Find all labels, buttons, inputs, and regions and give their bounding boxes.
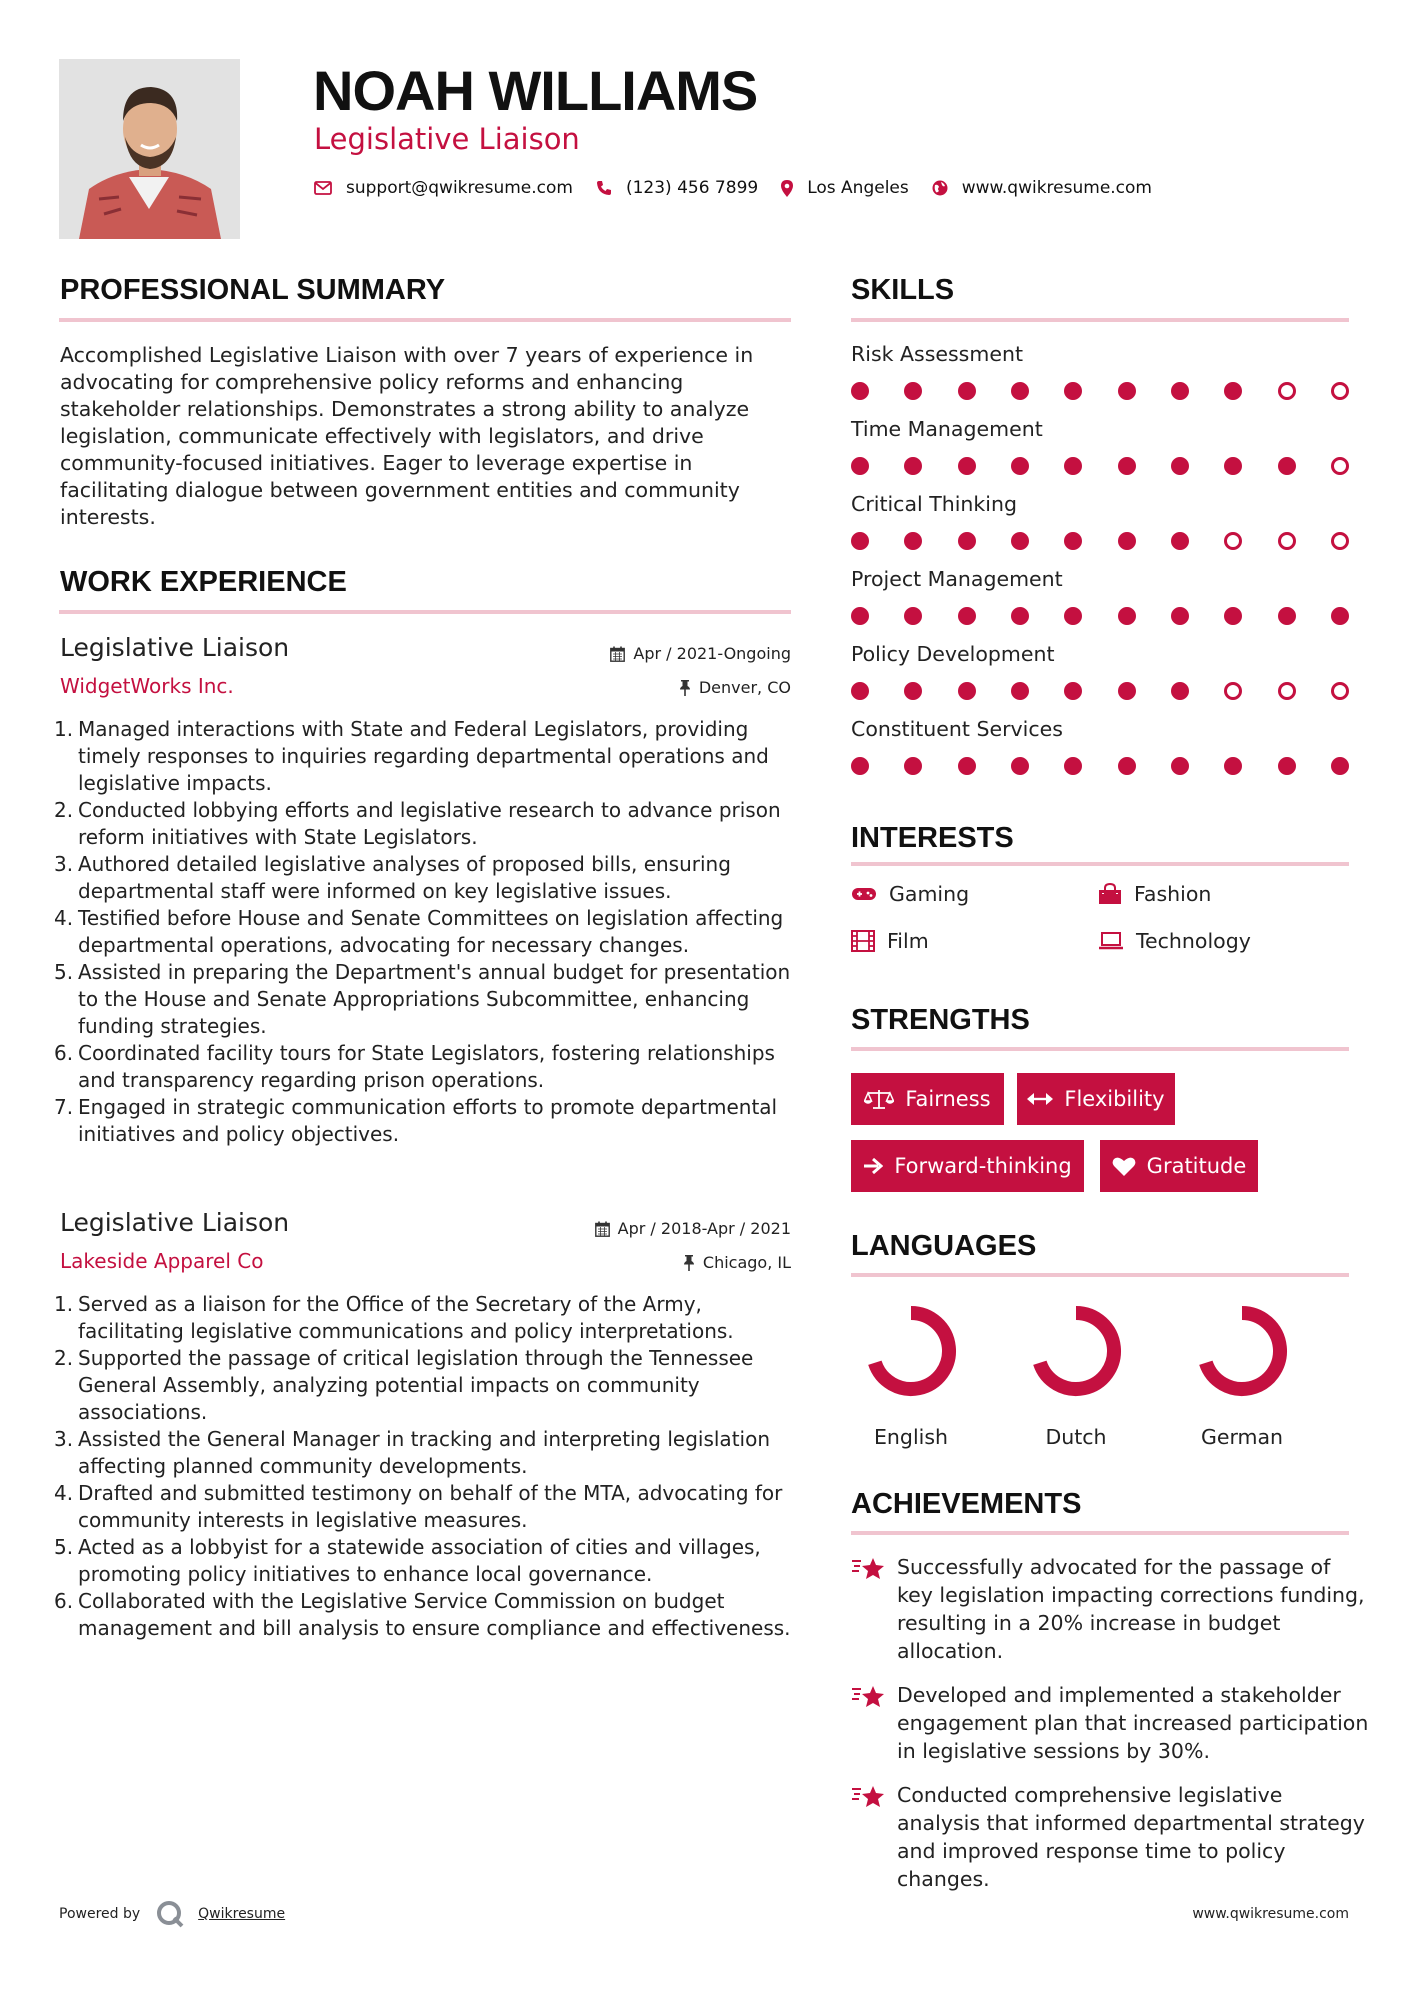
strength-label: Fairness: [905, 1087, 991, 1111]
job-location: [683, 1253, 791, 1272]
balance-scale-icon: [864, 1088, 894, 1110]
skill-dot-filled: [851, 457, 869, 475]
candidate-name: NOAH WILLIAMS: [313, 59, 758, 122]
skill-name: Risk Assessment: [851, 342, 1023, 366]
skill-dot-filled: [958, 457, 976, 475]
skill-dot-empty: [1331, 457, 1349, 475]
film-icon: [851, 930, 875, 952]
achievement-text: Conducted comprehensive legislative analysis that informed departmental strategy and improved response time to policy changes.: [897, 1783, 1365, 1891]
summary-heading: PROFESSIONAL SUMMARY: [60, 274, 446, 306]
job-company: WidgetWorks Inc.: [60, 674, 234, 698]
skill-dot-filled: [1171, 382, 1189, 400]
job-dates-text: Apr / 2018-Apr / 2021: [617, 1219, 791, 1238]
strength-label: Flexibility: [1064, 1087, 1165, 1111]
powered-by-text: Powered by: [59, 1906, 141, 1922]
job-dates-text: Apr / 2021-Ongoing: [633, 644, 791, 663]
skill-dot-empty: [1278, 532, 1296, 550]
globe-icon: [932, 180, 948, 196]
achievement-item: [851, 1781, 1371, 1893]
shopping-bag-icon: [1098, 883, 1122, 905]
duty-item: 4. Drafted and submitted testimony on behalf of the MTA, advocating for community interests in legislative measures.: [54, 1481, 783, 1532]
duty-item: 6. Collaborated with the Legislative Service Commission on budget management and bill analysis to ensure compliance and effectiveness.: [54, 1589, 791, 1640]
skill-rating: [851, 756, 1349, 776]
summary-text: Accomplished Legislative Liaison with over 7 years of experience in advocating for comprehensive policy reforms and enhancing stakeholder relationships. Demonstrates a strong ability to analyze legislation, communicate effectively with legislators, and drive community-focused initiatives. Eager to leverage expertise in facilitating dialogue between government entities and community interests.: [60, 343, 754, 529]
skill-dot-filled: [1064, 457, 1082, 475]
interest-item: [1098, 929, 1251, 953]
skill-dot-filled: [1331, 607, 1349, 625]
contact-phone[interactable]: [596, 178, 758, 198]
language-name: Dutch: [1045, 1425, 1107, 1449]
skill-dot-filled: [1171, 757, 1189, 775]
heart-icon: [1112, 1156, 1136, 1177]
job-location-text: Chicago, IL: [702, 1253, 791, 1272]
duty-text: Acted as a lobbyist for a statewide association of cities and villages, promoting policy initiatives to enhance local governance.: [78, 1535, 761, 1586]
powered-by: [59, 1900, 285, 1928]
achievement-item: [851, 1681, 1371, 1765]
skill-rating: [851, 456, 1349, 476]
skill-dot-filled: [1171, 532, 1189, 550]
skill-dot-empty: [1224, 532, 1242, 550]
language-level-ring: [1194, 1303, 1290, 1399]
job-company: Lakeside Apparel Co: [60, 1249, 264, 1273]
language-level-ring: [863, 1303, 959, 1399]
strength-label: Forward-thinking: [894, 1154, 1072, 1178]
duty-text: Managed interactions with State and Federal Legislators, providing timely responses to inquiries regarding departmental operations and legislative impacts.: [78, 717, 769, 795]
language-name: English: [873, 1425, 949, 1449]
experience-rule: [59, 610, 791, 614]
arrow-right-icon: [863, 1157, 883, 1175]
duty-text: Supported the passage of critical legislation through the Tennessee General Assembly, analyzing potential impacts on community associations.: [78, 1346, 754, 1424]
skill-dot-filled: [1064, 382, 1082, 400]
shooting-star-icon: [851, 1683, 887, 1711]
skill-dot-filled: [1118, 382, 1136, 400]
strength-label: Gratitude: [1146, 1154, 1247, 1178]
duty-text: Conducted lobbying efforts and legislative research to advance prison reform initiatives with State Legislators.: [78, 798, 781, 849]
map-pin-icon: [781, 180, 793, 197]
language-level-ring: [1028, 1303, 1124, 1399]
duty-text: Collaborated with the Legislative Service Commission on budget management and bill analysis to ensure compliance and effectiveness.: [78, 1589, 791, 1640]
contact-location-text: Los Angeles: [807, 178, 909, 198]
skill-dot-empty: [1278, 682, 1296, 700]
contact-location: [781, 178, 909, 198]
skill-dot-empty: [1278, 382, 1296, 400]
skill-dot-filled: [1118, 682, 1136, 700]
duty-item: 4. Testified before House and Senate Committees on legislation affecting departmental operations, advocating for necessary changes.: [54, 906, 784, 957]
skill-dot-filled: [1171, 457, 1189, 475]
contact-email-text: support@qwikresume.com: [346, 178, 573, 198]
skill-dot-filled: [1118, 457, 1136, 475]
calendar-icon: [595, 1221, 610, 1237]
skill-rating: [851, 606, 1349, 626]
skill-dot-filled: [1118, 607, 1136, 625]
skill-rating: [851, 681, 1349, 701]
gamepad-icon: [851, 886, 877, 902]
skill-dot-filled: [1224, 607, 1242, 625]
contact-bar: [314, 178, 1175, 198]
achievement-text: Successfully advocated for the passage of key legislation impacting corrections funding, resulting in a 20% increase in budget allocation.: [897, 1555, 1365, 1663]
achievements-rule: [851, 1531, 1349, 1535]
duty-item: 2. Supported the passage of critical legislation through the Tennessee General Assembly, analyzing potential impacts on community associations.: [54, 1346, 754, 1424]
interest-label: Technology: [1136, 929, 1251, 953]
interest-item: [1098, 882, 1211, 906]
footer-website[interactable]: www.qwikresume.com: [1192, 1906, 1349, 1922]
skill-dot-filled: [1064, 757, 1082, 775]
achievement-text: Developed and implemented a stakeholder engagement plan that increased participation in legislative sessions by 30%.: [897, 1683, 1369, 1763]
skill-dot-filled: [1011, 757, 1029, 775]
laptop-icon: [1098, 932, 1124, 950]
skill-dot-filled: [1171, 607, 1189, 625]
skill-dot-filled: [958, 757, 976, 775]
skill-dot-empty: [1331, 682, 1349, 700]
languages-heading: LANGUAGES: [851, 1230, 1037, 1262]
skill-rating: [851, 381, 1349, 401]
experience-heading: WORK EXPERIENCE: [60, 566, 347, 598]
duty-item: 1. Served as a liaison for the Office of the Secretary of the Army, facilitating legislative communications and policy interpretations.: [54, 1292, 734, 1343]
phone-icon: [596, 180, 612, 196]
interest-label: Gaming: [889, 882, 970, 906]
skill-dot-filled: [1011, 682, 1029, 700]
skill-dot-filled: [1224, 757, 1242, 775]
skill-dot-filled: [1171, 682, 1189, 700]
contact-website[interactable]: [932, 178, 1152, 198]
skill-dot-filled: [1118, 532, 1136, 550]
duty-item: 7. Engaged in strategic communication efforts to promote departmental initiatives and policy objectives.: [54, 1095, 778, 1146]
interest-item: [851, 882, 969, 906]
skill-name: Project Management: [851, 567, 1063, 591]
duty-item: 3. Authored detailed legislative analyses of proposed bills, ensuring departmental staff were informed on key legislative issues.: [54, 852, 731, 903]
duty-item: 1. Managed interactions with State and Federal Legislators, providing timely responses to inquiries regarding departmental operations and legislative impacts.: [54, 717, 769, 795]
strength-badge: [1017, 1073, 1175, 1125]
job-title: Legislative Liaison: [60, 1208, 290, 1237]
skill-dot-filled: [958, 607, 976, 625]
duty-text: Authored detailed legislative analyses of proposed bills, ensuring departmental staff were informed on key legislative issues.: [78, 852, 731, 903]
language-level-arc: [875, 1313, 949, 1389]
skill-dot-filled: [1064, 607, 1082, 625]
languages-rule: [851, 1273, 1349, 1277]
job-dates: [595, 1219, 791, 1238]
skill-dot-filled: [958, 682, 976, 700]
achievement-item: [851, 1553, 1371, 1665]
duty-text: Assisted in preparing the Department's annual budget for presentation to the House and Senate Appropriations Subcommittee, enhancing funding strategies.: [78, 960, 791, 1038]
interests-heading: INTERESTS: [851, 822, 1014, 854]
skill-dot-filled: [1011, 607, 1029, 625]
skill-dot-filled: [851, 757, 869, 775]
skill-dot-filled: [904, 682, 922, 700]
language-item: [1177, 1303, 1307, 1449]
strength-badge: [851, 1140, 1084, 1192]
duty-item: 2. Conducted lobbying efforts and legislative research to advance prison reform initiatives with State Legislators.: [54, 798, 781, 849]
duty-text: Assisted the General Manager in tracking and interpreting legislation affecting planned community developments.: [78, 1427, 771, 1478]
skills-rule: [851, 318, 1349, 322]
skill-dot-filled: [851, 607, 869, 625]
language-item: [846, 1303, 976, 1449]
interest-label: Fashion: [1134, 882, 1212, 906]
language-name: German: [1200, 1425, 1284, 1449]
job-duties: [54, 1291, 798, 1642]
skills-heading: SKILLS: [851, 274, 955, 306]
job-duties: [54, 716, 798, 1148]
calendar-icon: [610, 646, 625, 662]
skill-dot-filled: [1278, 607, 1296, 625]
skill-dot-filled: [904, 457, 922, 475]
skill-dot-filled: [904, 757, 922, 775]
duty-text: Served as a liaison for the Office of the Secretary of the Army, facilitating legislative communications and policy interpretations.: [78, 1292, 734, 1343]
pushpin-icon: [679, 680, 691, 696]
duty-item: 5. Acted as a lobbyist for a statewide association of cities and villages, promoting policy initiatives to enhance local governance.: [54, 1535, 761, 1586]
skill-dot-filled: [904, 382, 922, 400]
duty-item: 3. Assisted the General Manager in tracking and interpreting legislation affecting planned community developments.: [54, 1427, 771, 1478]
qwikresume-logo-icon: [156, 1900, 184, 1928]
skill-dot-filled: [958, 382, 976, 400]
candidate-title: Legislative Liaison: [314, 122, 580, 156]
summary-rule: [59, 318, 791, 322]
skill-dot-filled: [1064, 682, 1082, 700]
contact-phone-text: (123) 456 7899: [625, 178, 759, 198]
skill-dot-filled: [1064, 532, 1082, 550]
shooting-star-icon: [851, 1555, 887, 1583]
language-level-arc: [1040, 1313, 1114, 1389]
skill-dot-filled: [1278, 457, 1296, 475]
qwikresume-link[interactable]: Qwikresume: [198, 1906, 286, 1922]
contact-email[interactable]: [314, 178, 573, 198]
job-dates: [610, 644, 791, 663]
duty-text: Testified before House and Senate Committees on legislation affecting departmental operations, advocating for necessary changes.: [78, 906, 784, 957]
language-item: [1011, 1303, 1141, 1449]
skill-dot-filled: [1224, 382, 1242, 400]
interest-label: Film: [887, 929, 929, 953]
duty-text: Drafted and submitted testimony on behalf of the MTA, advocating for community interests in legislative measures.: [78, 1481, 783, 1532]
skill-name: Critical Thinking: [851, 492, 1017, 516]
skill-dot-filled: [1011, 457, 1029, 475]
strengths-rule: [851, 1047, 1349, 1051]
skill-dot-empty: [1331, 382, 1349, 400]
job-location: [679, 678, 791, 697]
skill-dot-filled: [1331, 757, 1349, 775]
pushpin-icon: [683, 1255, 695, 1271]
shooting-star-icon: [851, 1783, 887, 1811]
skill-rating: [851, 531, 1349, 551]
contact-website-text: www.qwikresume.com: [961, 178, 1152, 198]
job-location-text: Denver, CO: [698, 678, 791, 697]
skill-dot-filled: [851, 682, 869, 700]
interests-rule: [851, 862, 1349, 866]
profile-photo: [59, 59, 240, 239]
skill-name: Time Management: [851, 417, 1043, 441]
skill-dot-filled: [904, 607, 922, 625]
skill-dot-filled: [1278, 757, 1296, 775]
duty-text: Coordinated facility tours for State Legislators, fostering relationships and transparency regarding prison operations.: [78, 1041, 775, 1092]
skill-dot-filled: [904, 532, 922, 550]
skill-dot-filled: [1224, 457, 1242, 475]
skill-name: Policy Development: [851, 642, 1055, 666]
skill-dot-filled: [851, 532, 869, 550]
duty-item: 5. Assisted in preparing the Department's annual budget for presentation to the House and Senate Appropriations Subcommittee, enhancing funding strategies.: [54, 960, 791, 1038]
skill-dot-empty: [1224, 682, 1242, 700]
strength-badge: [1100, 1140, 1258, 1192]
arrows-horizontal-icon: [1027, 1092, 1053, 1106]
duty-item: 6. Coordinated facility tours for State Legislators, fostering relationships and transparency regarding prison operations.: [54, 1041, 775, 1092]
envelope-icon: [314, 181, 332, 195]
skill-dot-filled: [1011, 382, 1029, 400]
skill-dot-filled: [851, 382, 869, 400]
strengths-heading: STRENGTHS: [851, 1004, 1030, 1036]
skill-dot-filled: [1011, 532, 1029, 550]
skill-dot-filled: [958, 532, 976, 550]
language-level-arc: [1206, 1313, 1280, 1389]
skill-dot-filled: [1118, 757, 1136, 775]
job-title: Legislative Liaison: [60, 633, 290, 662]
interest-item: [851, 929, 929, 953]
duty-text: Engaged in strategic communication efforts to promote departmental initiatives and policy objectives.: [78, 1095, 778, 1146]
strength-badge: [851, 1073, 1004, 1125]
skill-name: Constituent Services: [851, 717, 1063, 741]
achievements-heading: ACHIEVEMENTS: [851, 1488, 1082, 1520]
skill-dot-empty: [1331, 532, 1349, 550]
